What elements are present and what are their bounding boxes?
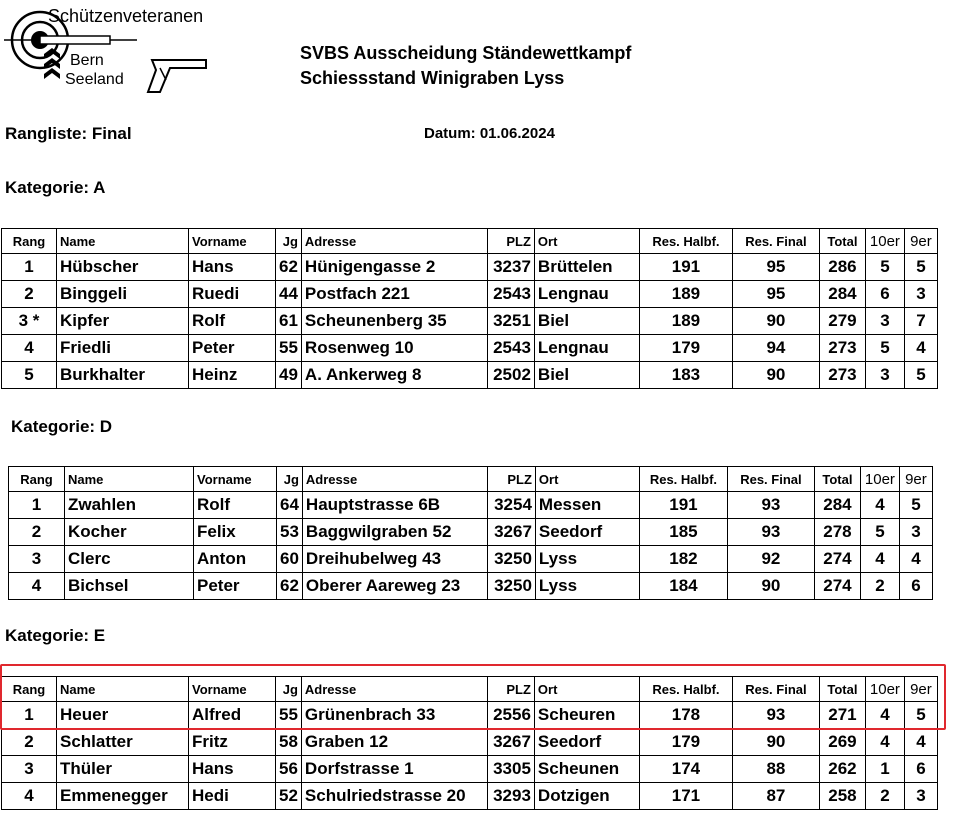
col-res-final-cell: 88 — [732, 756, 819, 783]
col-total-cell: 284 — [814, 492, 860, 519]
col-jg-header: Jg — [276, 677, 302, 702]
col-10er-cell: 1 — [865, 756, 904, 783]
col-name-cell: Kipfer — [57, 308, 189, 335]
col-total-cell: 262 — [819, 756, 865, 783]
col-vorname-cell: Ruedi — [189, 281, 276, 308]
col-vorname-cell: Anton — [194, 546, 277, 573]
col-ort-cell: Biel — [534, 362, 639, 389]
col-10er-cell: 3 — [865, 362, 904, 389]
col-rang-cell: 3 — [2, 756, 57, 783]
col-res-halbf-cell: 184 — [639, 573, 727, 600]
col-10er-cell: 6 — [865, 281, 904, 308]
col-res-final-cell: 90 — [732, 362, 819, 389]
col-name-cell: Binggeli — [57, 281, 189, 308]
table-row — [2, 783, 938, 810]
col-res-final-cell: 90 — [732, 308, 819, 335]
col-adresse-cell: Dreihubelweg 43 — [302, 546, 487, 573]
col-res-final-cell: 94 — [732, 335, 819, 362]
table-row — [9, 573, 933, 600]
col-total-cell: 258 — [819, 783, 865, 810]
col-plz-cell: 3254 — [487, 492, 535, 519]
col-9er-cell: 6 — [899, 573, 932, 600]
col-10er-cell: 4 — [865, 729, 904, 756]
col-rang-cell: 3 * — [2, 308, 57, 335]
col-total-cell: 271 — [819, 702, 865, 729]
col-plz-header: PLZ — [487, 467, 535, 492]
col-jg-header: Jg — [276, 229, 302, 254]
col-total-header: Total — [819, 677, 865, 702]
col-10er-header: 10er — [860, 467, 899, 492]
col-res-halbf-header: Res. Halbf. — [639, 467, 727, 492]
col-adresse-cell: Oberer Aareweg 23 — [302, 573, 487, 600]
col-res-halbf-cell: 191 — [639, 254, 732, 281]
col-jg-cell: 62 — [277, 573, 303, 600]
col-total-cell: 284 — [819, 281, 865, 308]
col-jg-cell: 55 — [276, 702, 302, 729]
col-res-final-cell: 95 — [732, 254, 819, 281]
col-res-final-cell: 92 — [727, 546, 814, 573]
col-9er-header: 9er — [904, 677, 937, 702]
col-vorname-cell: Hans — [189, 756, 276, 783]
table-row — [2, 756, 938, 783]
col-9er-cell: 3 — [899, 519, 932, 546]
logo-text-line2: Bern — [70, 52, 104, 69]
category-a-body — [2, 254, 938, 389]
col-rang-cell: 4 — [2, 335, 57, 362]
col-name-header: Name — [57, 677, 189, 702]
col-jg-cell: 53 — [277, 519, 303, 546]
col-res-halbf-cell: 171 — [639, 783, 732, 810]
col-9er-cell: 5 — [904, 254, 937, 281]
col-plz-cell: 3250 — [487, 573, 535, 600]
col-plz-cell: 3267 — [487, 519, 535, 546]
col-res-halbf-header: Res. Halbf. — [639, 677, 732, 702]
col-10er-cell: 5 — [865, 254, 904, 281]
table-row — [2, 362, 938, 389]
table-row — [9, 519, 933, 546]
col-name-cell: Kocher — [65, 519, 194, 546]
col-res-halbf-cell: 174 — [639, 756, 732, 783]
col-plz-cell: 3237 — [487, 254, 534, 281]
col-adresse-cell: Rosenweg 10 — [301, 335, 487, 362]
col-rang-cell: 5 — [2, 362, 57, 389]
col-total-cell: 279 — [819, 308, 865, 335]
logo — [2, 2, 207, 94]
col-total-cell: 286 — [819, 254, 865, 281]
col-vorname-cell: Fritz — [189, 729, 276, 756]
header-row — [9, 467, 933, 492]
col-vorname-cell: Peter — [194, 573, 277, 600]
col-9er-cell: 3 — [904, 281, 937, 308]
col-rang-header: Rang — [2, 229, 57, 254]
col-res-halbf-cell: 183 — [639, 362, 732, 389]
col-name-cell: Friedli — [57, 335, 189, 362]
col-plz-header: PLZ — [487, 677, 534, 702]
col-res-final-header: Res. Final — [727, 467, 814, 492]
col-adresse-cell: Schulriedstrasse 20 — [301, 783, 487, 810]
col-total-header: Total — [819, 229, 865, 254]
col-rang-header: Rang — [9, 467, 65, 492]
col-jg-cell: 49 — [276, 362, 302, 389]
col-jg-cell: 52 — [276, 783, 302, 810]
col-res-final-cell: 90 — [732, 729, 819, 756]
col-vorname-header: Vorname — [194, 467, 277, 492]
col-vorname-cell: Peter — [189, 335, 276, 362]
col-ort-cell: Lengnau — [534, 335, 639, 362]
col-9er-cell: 5 — [904, 362, 937, 389]
col-ort-header: Ort — [534, 229, 639, 254]
col-adresse-header: Adresse — [301, 677, 487, 702]
document-subtitle: Schiessstand Winigraben Lyss — [300, 68, 565, 88]
col-rang-cell: 4 — [2, 783, 57, 810]
col-vorname-cell: Heinz — [189, 362, 276, 389]
col-10er-cell: 5 — [860, 519, 899, 546]
col-10er-cell: 2 — [860, 573, 899, 600]
col-total-header: Total — [814, 467, 860, 492]
col-total-cell: 269 — [819, 729, 865, 756]
col-9er-cell: 5 — [899, 492, 932, 519]
col-name-cell: Hübscher — [57, 254, 189, 281]
col-adresse-cell: Dorfstrasse 1 — [301, 756, 487, 783]
col-rang-cell: 4 — [9, 573, 65, 600]
col-plz-cell: 3250 — [487, 546, 535, 573]
col-rang-cell: 1 — [2, 702, 57, 729]
col-rang-cell: 3 — [9, 546, 65, 573]
col-adresse-cell: Postfach 221 — [301, 281, 487, 308]
category-d-table — [8, 466, 933, 600]
table-row — [2, 281, 938, 308]
document-title: SVBS Ausscheidung Ständewettkampf — [300, 43, 632, 63]
col-adresse-cell: Scheunenberg 35 — [301, 308, 487, 335]
col-9er-header: 9er — [899, 467, 932, 492]
col-rang-cell: 2 — [2, 729, 57, 756]
col-name-cell: Bichsel — [65, 573, 194, 600]
col-total-cell: 273 — [819, 362, 865, 389]
date-label: Datum: 01.06.2024 — [424, 125, 555, 142]
col-plz-header: PLZ — [487, 229, 534, 254]
col-9er-cell: 5 — [904, 702, 937, 729]
col-ort-cell: Lengnau — [534, 281, 639, 308]
category-e-label: Kategorie: E — [5, 626, 106, 645]
col-plz-cell: 3305 — [487, 756, 534, 783]
col-name-cell: Emmenegger — [57, 783, 189, 810]
col-vorname-cell: Hans — [189, 254, 276, 281]
col-10er-cell: 3 — [865, 308, 904, 335]
col-plz-cell: 3267 — [487, 729, 534, 756]
col-res-halbf-cell: 182 — [639, 546, 727, 573]
table-row — [2, 308, 938, 335]
col-9er-cell: 4 — [904, 729, 937, 756]
col-name-cell: Burkhalter — [57, 362, 189, 389]
col-ort-cell: Brüttelen — [534, 254, 639, 281]
col-ort-cell: Lyss — [535, 546, 639, 573]
col-adresse-cell: Hauptstrasse 6B — [302, 492, 487, 519]
col-res-final-cell: 90 — [727, 573, 814, 600]
col-jg-cell: 56 — [276, 756, 302, 783]
col-name-cell: Thüler — [57, 756, 189, 783]
col-ort-cell: Lyss — [535, 573, 639, 600]
col-res-halbf-cell: 191 — [639, 492, 727, 519]
col-ort-header: Ort — [535, 467, 639, 492]
col-ort-header: Ort — [534, 677, 639, 702]
category-a-table — [1, 228, 938, 389]
col-rang-header: Rang — [2, 677, 57, 702]
col-res-halbf-cell: 189 — [639, 308, 732, 335]
col-9er-header: 9er — [904, 229, 937, 254]
logo-text-line1: Schützenveteranen — [48, 6, 204, 26]
category-d-body — [9, 492, 933, 600]
col-9er-cell: 6 — [904, 756, 937, 783]
table-row — [9, 546, 933, 573]
col-name-cell: Clerc — [65, 546, 194, 573]
col-res-final-cell: 93 — [727, 519, 814, 546]
col-total-cell: 278 — [814, 519, 860, 546]
col-jg-cell: 64 — [277, 492, 303, 519]
col-adresse-cell: Baggwilgraben 52 — [302, 519, 487, 546]
table-row — [2, 254, 938, 281]
col-rang-cell: 1 — [9, 492, 65, 519]
col-ort-cell: Scheunen — [534, 756, 639, 783]
col-plz-cell: 2543 — [487, 281, 534, 308]
col-10er-cell: 5 — [865, 335, 904, 362]
col-vorname-header: Vorname — [189, 229, 276, 254]
logo-text-line3: Seeland — [65, 71, 124, 88]
table-row — [9, 492, 933, 519]
col-res-final-cell: 93 — [727, 492, 814, 519]
col-res-final-header: Res. Final — [732, 229, 819, 254]
col-plz-cell: 3251 — [487, 308, 534, 335]
col-10er-cell: 2 — [865, 783, 904, 810]
col-adresse-cell: A. Ankerweg 8 — [301, 362, 487, 389]
col-res-final-header: Res. Final — [732, 677, 819, 702]
col-9er-cell: 3 — [904, 783, 937, 810]
col-total-cell: 274 — [814, 546, 860, 573]
col-name-header: Name — [65, 467, 194, 492]
col-vorname-cell: Felix — [194, 519, 277, 546]
col-10er-cell: 4 — [860, 492, 899, 519]
col-jg-header: Jg — [277, 467, 303, 492]
table-row — [2, 729, 938, 756]
col-jg-cell: 44 — [276, 281, 302, 308]
col-name-header: Name — [57, 229, 189, 254]
col-adresse-cell: Grünenbrach 33 — [301, 702, 487, 729]
col-10er-cell: 4 — [865, 702, 904, 729]
col-adresse-cell: Graben 12 — [301, 729, 487, 756]
col-plz-cell: 2543 — [487, 335, 534, 362]
col-jg-cell: 62 — [276, 254, 302, 281]
col-total-cell: 273 — [819, 335, 865, 362]
col-ort-cell: Seedorf — [534, 729, 639, 756]
highlight-box — [0, 664, 946, 730]
col-adresse-header: Adresse — [302, 467, 487, 492]
col-10er-header: 10er — [865, 229, 904, 254]
category-a-header — [2, 229, 938, 254]
col-10er-cell: 4 — [860, 546, 899, 573]
rangliste-label: Rangliste: Final — [5, 124, 132, 143]
col-res-halbf-cell: 179 — [639, 335, 732, 362]
col-10er-header: 10er — [865, 677, 904, 702]
col-plz-cell: 3293 — [487, 783, 534, 810]
col-jg-cell: 61 — [276, 308, 302, 335]
col-rang-cell: 2 — [9, 519, 65, 546]
col-adresse-header: Adresse — [301, 229, 487, 254]
category-a-label: Kategorie: A — [5, 178, 106, 197]
col-ort-cell: Dotzigen — [534, 783, 639, 810]
col-9er-cell: 7 — [904, 308, 937, 335]
col-vorname-cell: Rolf — [189, 308, 276, 335]
col-name-cell: Schlatter — [57, 729, 189, 756]
col-rang-cell: 2 — [2, 281, 57, 308]
col-res-final-cell: 87 — [732, 783, 819, 810]
col-name-cell: Zwahlen — [65, 492, 194, 519]
col-res-halbf-cell: 189 — [639, 281, 732, 308]
col-jg-cell: 55 — [276, 335, 302, 362]
col-rang-cell: 1 — [2, 254, 57, 281]
col-ort-cell: Scheuren — [534, 702, 639, 729]
col-ort-cell: Biel — [534, 308, 639, 335]
col-ort-cell: Messen — [535, 492, 639, 519]
col-res-halbf-header: Res. Halbf. — [639, 229, 732, 254]
col-plz-cell: 2502 — [487, 362, 534, 389]
col-plz-cell: 2556 — [487, 702, 534, 729]
category-d-header — [9, 467, 933, 492]
col-ort-cell: Seedorf — [535, 519, 639, 546]
col-total-cell: 274 — [814, 573, 860, 600]
header-row — [2, 229, 938, 254]
col-res-final-cell: 95 — [732, 281, 819, 308]
col-res-halbf-cell: 179 — [639, 729, 732, 756]
col-vorname-cell: Hedi — [189, 783, 276, 810]
col-vorname-header: Vorname — [189, 677, 276, 702]
col-name-cell: Heuer — [57, 702, 189, 729]
col-9er-cell: 4 — [904, 335, 937, 362]
col-res-halbf-cell: 178 — [639, 702, 732, 729]
table-row — [2, 335, 938, 362]
col-res-final-cell: 93 — [732, 702, 819, 729]
col-res-halbf-cell: 185 — [639, 519, 727, 546]
col-jg-cell: 60 — [277, 546, 303, 573]
col-jg-cell: 58 — [276, 729, 302, 756]
category-d-label: Kategorie: D — [11, 417, 113, 436]
col-vorname-cell: Rolf — [194, 492, 277, 519]
col-vorname-cell: Alfred — [189, 702, 276, 729]
col-9er-cell: 4 — [899, 546, 932, 573]
col-adresse-cell: Hünigengasse 2 — [301, 254, 487, 281]
